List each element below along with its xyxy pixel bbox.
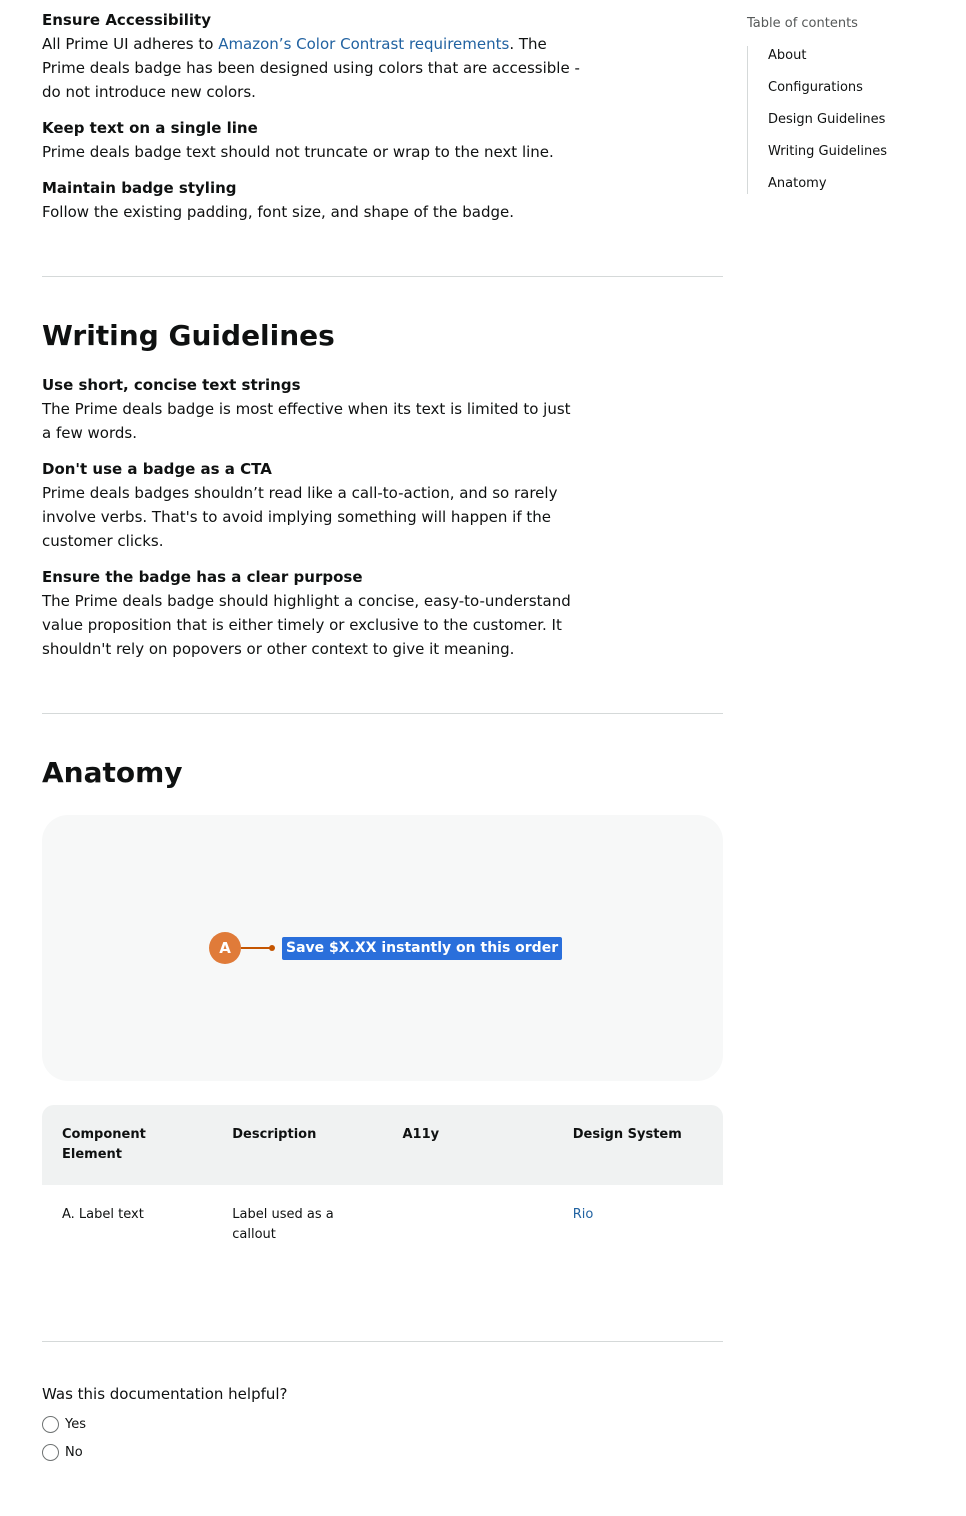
guideline-badge-styling [42,176,582,224]
guideline-no-cta [42,457,582,553]
table-header-cell: Design System [553,1105,723,1185]
anatomy-table [42,1105,723,1265]
radio-label: No [65,1444,83,1460]
guideline-text: Prime deals badge text should not truncate or wrap to the next line. [42,143,554,161]
main-content [42,0,723,1462]
guideline-title: Keep text on a single line [42,119,258,137]
table-header-cell: Description [212,1105,382,1185]
anatomy-heading: Anatomy [42,756,183,789]
guideline-text-end: . The Prime deals badge has been designed using colors that are accessible - do not introduce new colors. [42,35,580,101]
feedback-question: Was this documentation helpful? [42,1385,288,1403]
design-system-link[interactable]: Rio [572,1207,594,1222]
table-row [42,1185,723,1265]
radio-no[interactable] [42,1444,59,1461]
table-cell: Label used as a callout [232,1207,334,1242]
toc-list [747,46,947,194]
table-header-cell: Component Element [42,1105,212,1185]
toc-item-anatomy[interactable]: Anatomy [768,176,827,191]
anatomy-leader-line [241,947,271,949]
toc-item-design-guidelines[interactable]: Design Guidelines [768,112,886,127]
guideline-title: Use short, concise text strings [42,376,301,394]
guideline-short-text [42,373,582,445]
guideline-text: Follow the existing padding, font size, and shape of the badge. [42,203,514,221]
table-cell [383,1185,553,1265]
guideline-title: Ensure Accessibility [42,11,211,29]
radio-yes[interactable] [42,1416,59,1433]
guideline-text-start: All Prime UI adheres to [42,35,219,53]
toc-title: Table of contents [747,16,858,31]
radio-label: Yes [65,1416,86,1432]
section-divider [42,276,723,277]
design-guidelines-list [42,0,723,224]
feedback-option-no[interactable] [42,1442,723,1462]
toc-item-writing-guidelines[interactable]: Writing Guidelines [768,144,887,159]
guideline-single-line [42,116,582,164]
prime-deals-badge: Save $X.XX instantly on this order [282,937,562,960]
anatomy-marker-a: A [209,932,241,964]
section-divider [42,713,723,714]
toc-item-configurations[interactable]: Configurations [768,80,863,95]
anatomy-leader-dot [269,945,275,951]
guideline-title: Maintain badge styling [42,179,237,197]
table-cell: A. Label text [62,1207,144,1222]
guideline-title: Ensure the badge has a clear purpose [42,568,363,586]
table-header-row [42,1105,723,1185]
guideline-clear-purpose [42,565,582,661]
writing-guidelines-heading: Writing Guidelines [42,319,335,352]
color-contrast-link[interactable]: Amazon’s Color Contrast requirements [218,35,510,53]
guideline-text: The Prime deals badge is most effective when its text is limited to just a few words. [42,400,571,442]
anatomy-illustration [42,815,723,1081]
table-of-contents [747,14,947,194]
feedback-option-yes[interactable] [42,1414,723,1434]
feedback-section [42,1382,723,1462]
guideline-text: Prime deals badges shouldn’t read like a call-to-action, and so rarely involve verbs. That's to avoid implying something will happen if the customer clicks. [42,484,558,550]
guideline-accessibility [42,8,582,104]
table-header-cell: A11y [383,1105,553,1185]
section-divider [42,1341,723,1342]
toc-item-about[interactable]: About [768,48,807,63]
table-cell [553,1185,723,1265]
guideline-text: The Prime deals badge should highlight a concise, easy-to-understand value proposition that is either timely or exclusive to the customer. It shouldn't rely on popovers or other context to give it meaning. [42,592,571,658]
writing-guidelines-list [42,373,723,661]
guideline-text [42,32,582,104]
guideline-title: Don't use a badge as a CTA [42,460,272,478]
